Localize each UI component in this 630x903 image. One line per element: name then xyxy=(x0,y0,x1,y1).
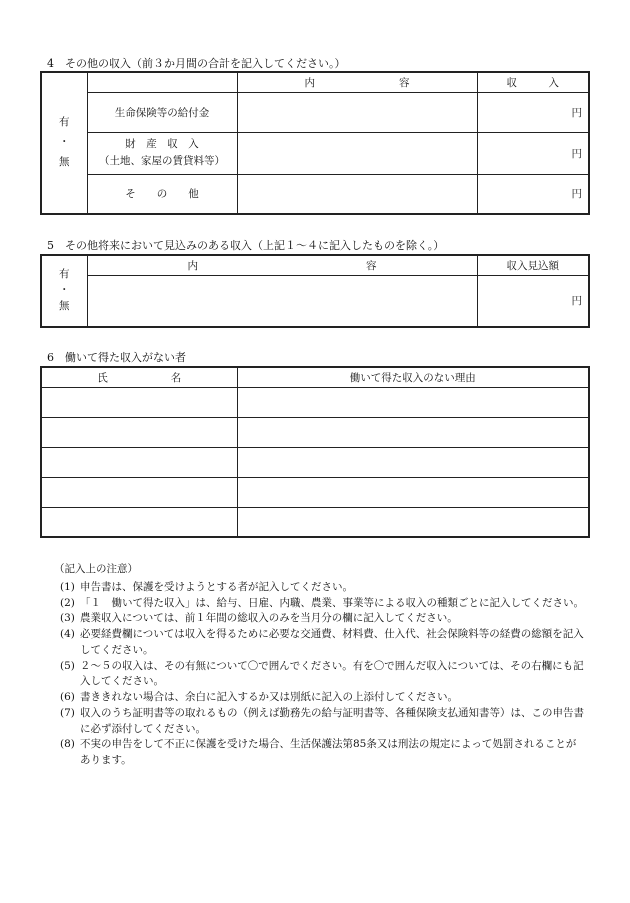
note-item: (8) 不実の申告をして不正に保護を受けた場合、生活保護法第85条又は刑法の規定によって処罰されることがあります。 xyxy=(60,738,577,766)
income-field-property-income[interactable]: 円 xyxy=(477,132,589,174)
content-field-life-insurance[interactable] xyxy=(237,92,477,132)
other-income-table xyxy=(40,71,590,215)
note-item: (5) ２～５の収入は、その有無について〇で囲んでください。有を〇で囲んだ収入については、その右欄にも記入してください。 xyxy=(60,659,584,688)
notes-heading: （記入上の注意） xyxy=(54,563,138,575)
future-income-amount-field[interactable]: 円 xyxy=(477,275,589,327)
section4-header-blank xyxy=(87,72,237,92)
note-item: (7) 収入のうち証明書等の取れるもの（例えば勤務先の給与証明書等、各種保険支払通知書等）は、この申告書に必ず添付してください。 xyxy=(60,706,584,735)
table-row xyxy=(41,132,589,174)
table-row xyxy=(41,92,589,132)
section5-has-none-label[interactable]: 有 ・ 無 xyxy=(41,255,87,327)
future-income-table xyxy=(40,254,590,328)
section4-header-content: 内 容 xyxy=(237,72,477,92)
income-field-life-insurance[interactable]: 円 xyxy=(477,92,589,132)
reason-field[interactable] xyxy=(237,507,589,537)
section6-header-name: 氏 名 xyxy=(41,367,237,387)
row-label-life-insurance: 生命保険等の給付金 xyxy=(87,92,237,132)
section4-title: 4 その他の収入（前３か月間の合計を記入してください。） xyxy=(47,57,346,70)
content-field-property-income[interactable] xyxy=(237,132,477,174)
table-row xyxy=(41,387,589,417)
section6-title: 6 働いて得た収入がない者 xyxy=(47,351,186,364)
table-row xyxy=(41,507,589,537)
section5-header-income: 収入見込額 xyxy=(477,255,589,275)
name-field[interactable] xyxy=(41,417,237,447)
no-earned-income-table xyxy=(40,366,590,538)
name-field[interactable] xyxy=(41,387,237,417)
note-item: (2) 「１ 働いて得た収入」は、給与、日雇、内職、農業、事業等による収入の種類ごとに記入してください。 xyxy=(60,596,584,609)
note-item: (6) 書ききれない場合は、余白に記入するか又は別紙に記入の上添付してください。 xyxy=(60,691,458,703)
table-row xyxy=(41,477,589,507)
table-row xyxy=(41,174,589,214)
section6-header-reason: 働いて得た収入のない理由 xyxy=(237,367,589,387)
table-row xyxy=(41,417,589,447)
reason-field[interactable] xyxy=(237,417,589,447)
name-field[interactable] xyxy=(41,447,237,477)
note-item: (3) 農業収入については、前１年間の総収入のみを当月分の欄に記入してください。 xyxy=(60,612,458,625)
table-row xyxy=(41,447,589,477)
content-field-other[interactable] xyxy=(237,174,477,214)
section5-header-content: 内 容 xyxy=(87,255,477,275)
table-row xyxy=(41,275,589,327)
section5-title: 5 その他将来において見込みのある収入（上記１～４に記入したものを除く。） xyxy=(47,239,445,252)
row-label-property-income: 財 産 収 入 （土地、家屋の賃貸料等） xyxy=(87,132,237,174)
notes-section xyxy=(54,562,584,769)
name-field[interactable] xyxy=(41,477,237,507)
income-field-other[interactable]: 円 xyxy=(477,174,589,214)
reason-field[interactable] xyxy=(237,477,589,507)
reason-field[interactable] xyxy=(237,387,589,417)
section4-header-income: 収 入 xyxy=(477,72,589,92)
reason-field[interactable] xyxy=(237,447,589,477)
section4-has-none-label[interactable]: 有 ・ 無 xyxy=(41,72,87,214)
note-item: (1) 申告書は、保護を受けようとする者が記入してください。 xyxy=(60,580,353,593)
note-item: (4) 必要経費欄については収入を得るために必要な交通費、材料費、仕入代、社会保険料等の経費の総額を記入してください。 xyxy=(60,628,584,656)
row-label-other: そ の 他 xyxy=(87,174,237,214)
future-income-content-field[interactable] xyxy=(87,275,477,327)
name-field[interactable] xyxy=(41,507,237,537)
